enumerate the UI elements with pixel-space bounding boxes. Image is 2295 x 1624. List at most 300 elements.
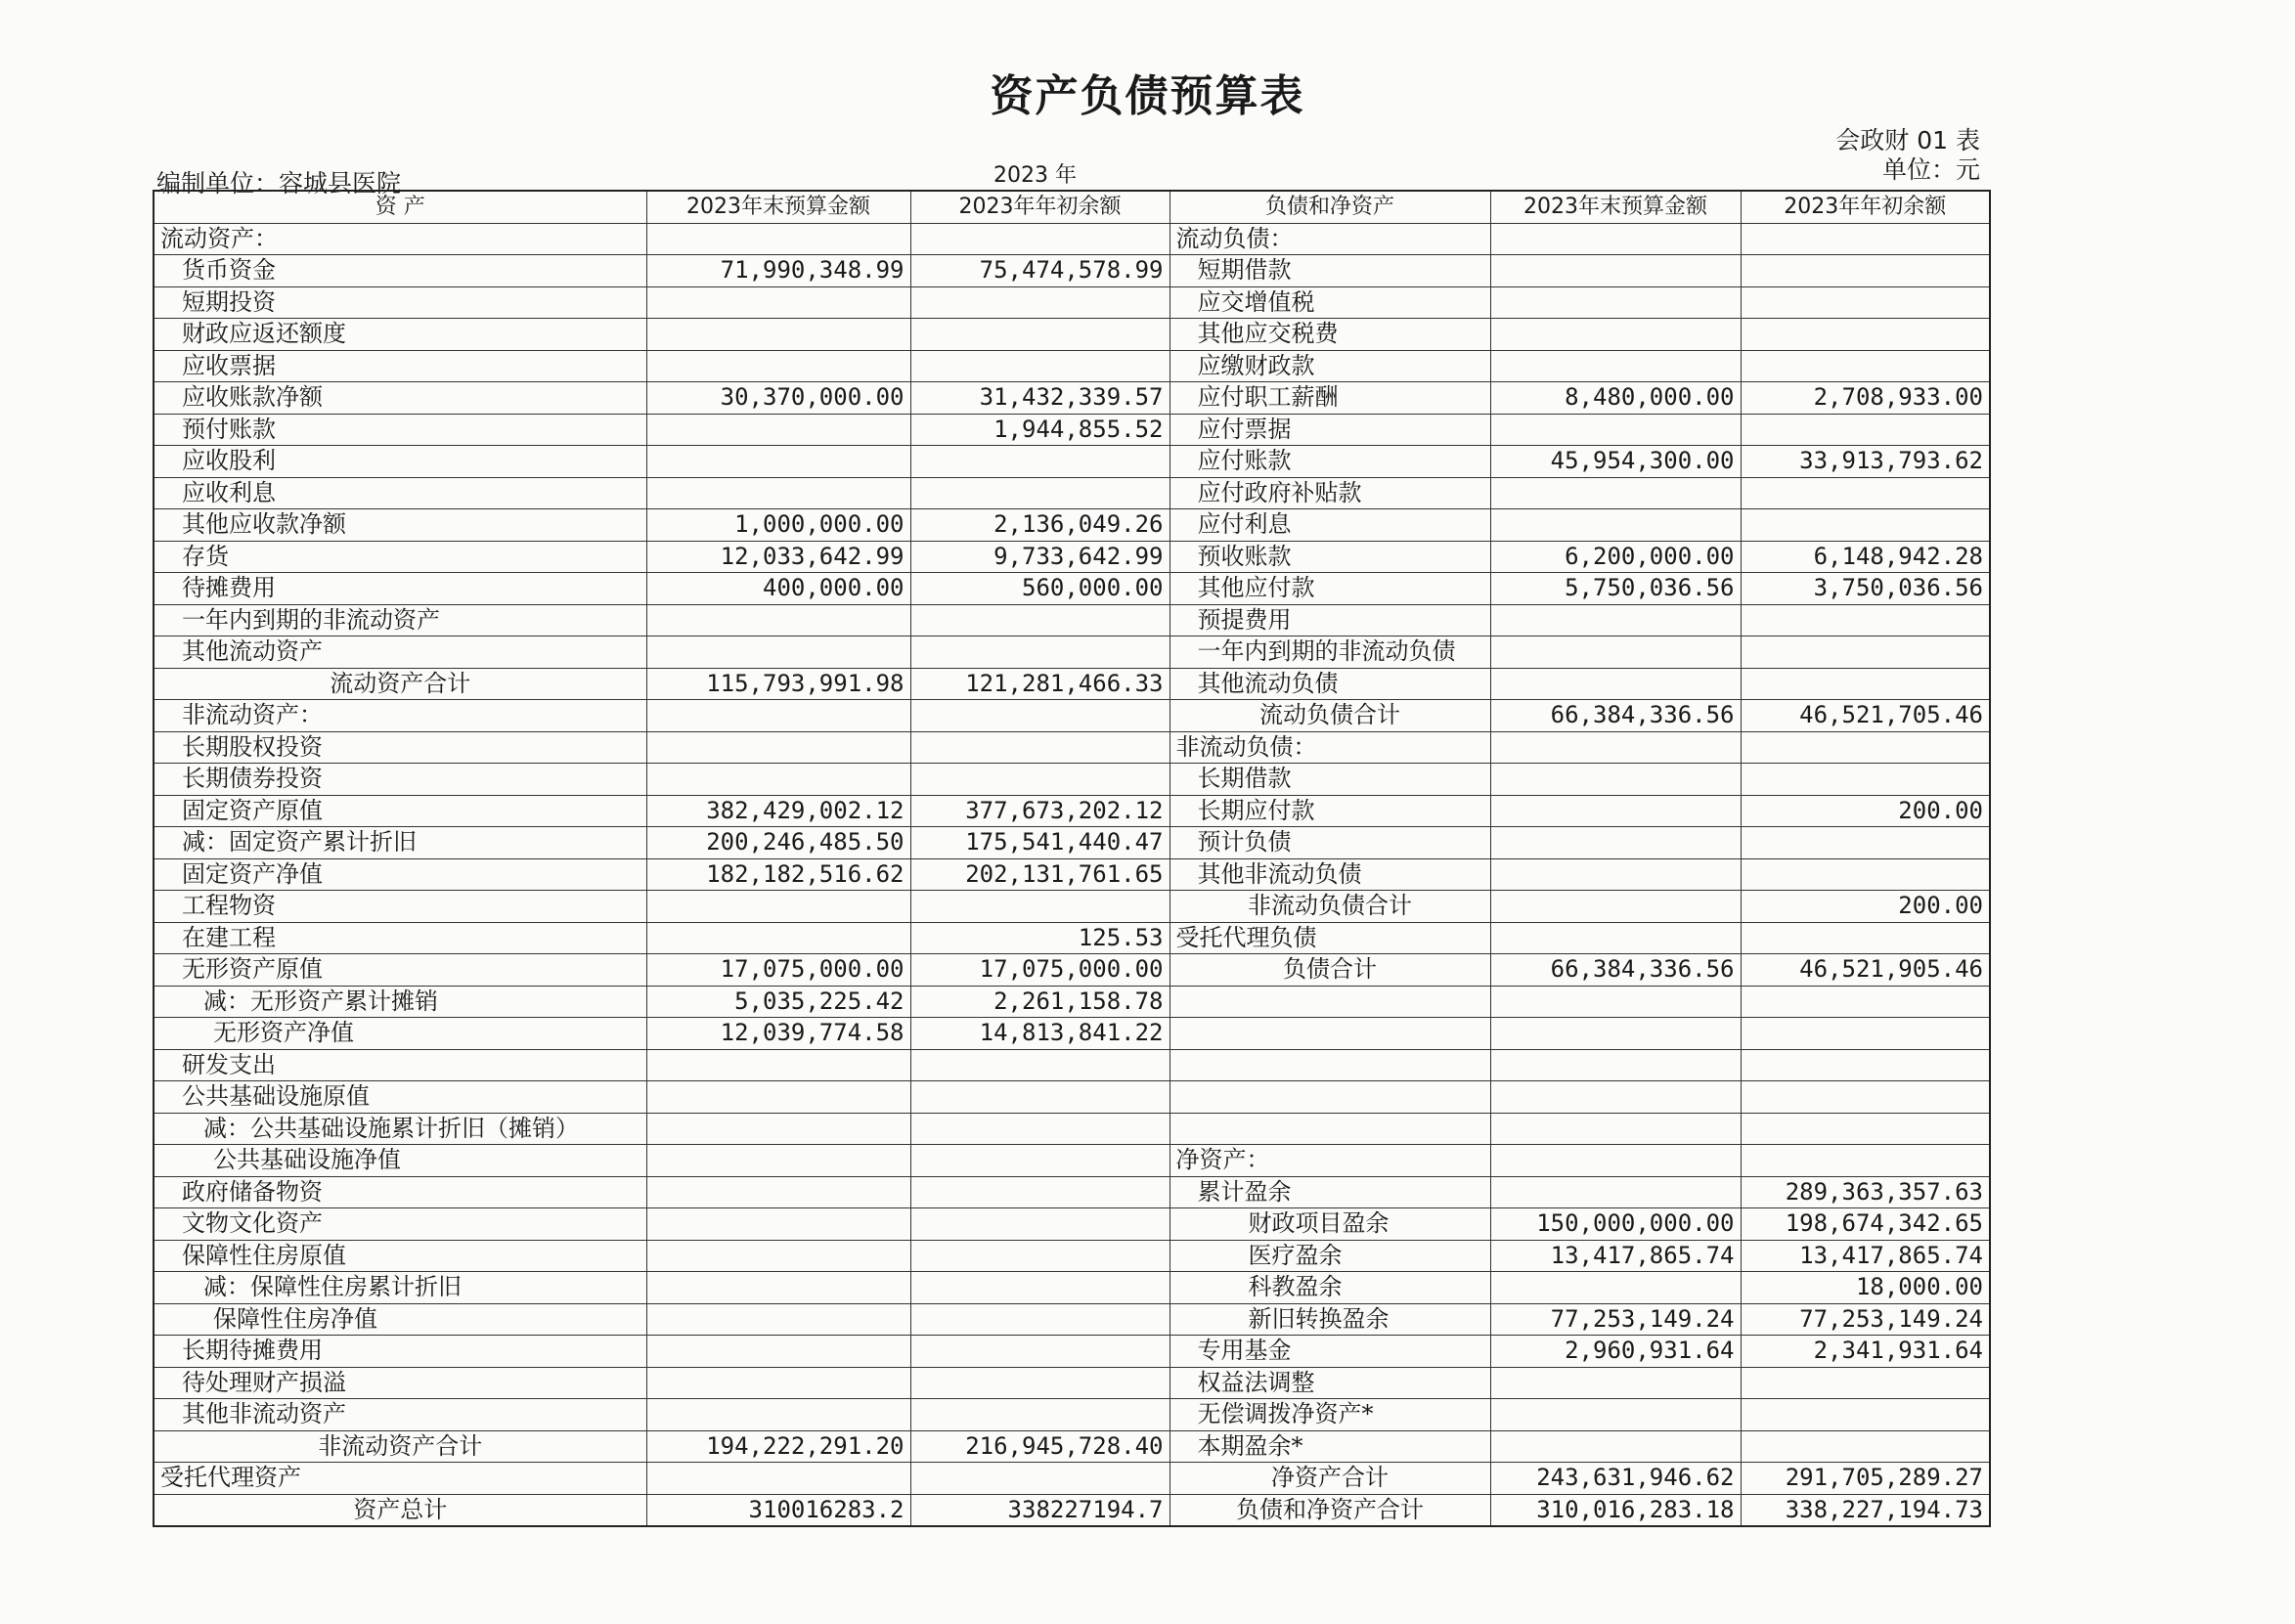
- asset-opening-value: [910, 1303, 1170, 1336]
- asset-budget-value: 17,075,000.00: [646, 954, 910, 987]
- asset-budget-value: 382,429,002.12: [646, 795, 910, 827]
- asset-budget-value: 12,039,774.58: [646, 1018, 910, 1050]
- asset-label: 公共基础设施原值: [154, 1081, 646, 1114]
- asset-opening-value: [910, 1049, 1170, 1081]
- asset-opening-value: 125.53: [910, 922, 1170, 954]
- asset-opening-value: 14,813,841.22: [910, 1018, 1170, 1050]
- asset-label: 待处理财产损溢: [154, 1367, 646, 1399]
- table-row: [154, 636, 1990, 669]
- liability-opening-value: [1741, 1018, 1990, 1050]
- liability-opening-value: 33,913,793.62: [1741, 446, 1990, 478]
- table-row: [154, 477, 1990, 509]
- liability-opening-value: [1741, 477, 1990, 509]
- liability-budget-value: 8,480,000.00: [1490, 382, 1741, 415]
- table-row: [154, 668, 1990, 700]
- liability-label: 无偿调拨净资产*: [1170, 1399, 1490, 1431]
- liability-opening-value: [1741, 414, 1990, 446]
- table-row: [154, 414, 1990, 446]
- liability-budget-value: [1490, 1049, 1741, 1081]
- asset-opening-value: 338227194.7: [910, 1494, 1170, 1526]
- liability-budget-value: [1490, 414, 1741, 446]
- asset-budget-value: [646, 1303, 910, 1336]
- liability-budget-value: 66,384,336.56: [1490, 700, 1741, 732]
- asset-opening-value: [910, 636, 1170, 669]
- liability-budget-value: [1490, 668, 1741, 700]
- asset-opening-value: [910, 891, 1170, 923]
- asset-label: 固定资产原值: [154, 795, 646, 827]
- asset-opening-value: 377,673,202.12: [910, 795, 1170, 827]
- liability-budget-value: 2,960,931.64: [1490, 1336, 1741, 1368]
- asset-opening-value: [910, 1272, 1170, 1304]
- liability-budget-value: [1490, 1272, 1741, 1304]
- liability-label: 负债和净资产合计: [1170, 1494, 1490, 1526]
- table-row: [154, 573, 1990, 605]
- liability-label: 预收账款: [1170, 541, 1490, 573]
- asset-budget-value: 310016283.2: [646, 1494, 910, 1526]
- table-row: [154, 319, 1990, 351]
- table-row: [154, 1303, 1990, 1336]
- asset-opening-value: [910, 1399, 1170, 1431]
- asset-opening-value: 75,474,578.99: [910, 255, 1170, 287]
- table-row: [154, 446, 1990, 478]
- liability-budget-value: [1490, 319, 1741, 351]
- liability-label: 应付利息: [1170, 509, 1490, 542]
- asset-opening-value: [910, 477, 1170, 509]
- asset-label: 其他流动资产: [154, 636, 646, 669]
- asset-label: 长期债券投资: [154, 764, 646, 796]
- asset-budget-value: 200,246,485.50: [646, 827, 910, 859]
- asset-opening-value: 2,136,049.26: [910, 509, 1170, 542]
- table-row: [154, 1240, 1990, 1272]
- asset-label: 非流动资产：: [154, 700, 646, 732]
- asset-label: 减：无形资产累计摊销: [154, 986, 646, 1018]
- liability-opening-value: [1741, 509, 1990, 542]
- asset-budget-value: 5,035,225.42: [646, 986, 910, 1018]
- asset-budget-value: [646, 1240, 910, 1272]
- liability-opening-value: 198,674,342.65: [1741, 1208, 1990, 1241]
- balance-sheet-table: [153, 190, 1991, 1527]
- table-row: [154, 350, 1990, 382]
- liability-opening-value: 200.00: [1741, 891, 1990, 923]
- liability-label: 净资产合计: [1170, 1463, 1490, 1495]
- liability-opening-value: [1741, 1399, 1990, 1431]
- liability-label: 短期借款: [1170, 255, 1490, 287]
- asset-budget-value: [646, 1463, 910, 1495]
- liability-budget-value: [1490, 795, 1741, 827]
- liability-opening-value: [1741, 668, 1990, 700]
- table-row: [154, 223, 1990, 255]
- liability-opening-value: [1741, 1430, 1990, 1463]
- liability-budget-value: [1490, 1367, 1741, 1399]
- asset-opening-value: 2,261,158.78: [910, 986, 1170, 1018]
- liability-opening-value: [1741, 731, 1990, 764]
- asset-label: 财政应返还额度: [154, 319, 646, 351]
- liability-opening-value: [1741, 1145, 1990, 1177]
- asset-budget-value: [646, 1176, 910, 1208]
- liability-opening-value: [1741, 986, 1990, 1018]
- asset-label: 公共基础设施净值: [154, 1145, 646, 1177]
- asset-label: 工程物资: [154, 891, 646, 923]
- asset-label: 一年内到期的非流动资产: [154, 604, 646, 636]
- liability-budget-value: [1490, 223, 1741, 255]
- header-assets-budget: 2023年末预算金额: [646, 191, 910, 223]
- table-row: [154, 1272, 1990, 1304]
- asset-budget-value: [646, 764, 910, 796]
- year-label: 2023 年: [993, 163, 1077, 188]
- liability-budget-value: [1490, 1399, 1741, 1431]
- liability-opening-value: 2,341,931.64: [1741, 1336, 1990, 1368]
- liability-budget-value: 150,000,000.00: [1490, 1208, 1741, 1241]
- liability-label: 一年内到期的非流动负债: [1170, 636, 1490, 669]
- liability-label: 非流动负债合计: [1170, 891, 1490, 923]
- asset-budget-value: 12,033,642.99: [646, 541, 910, 573]
- liability-budget-value: [1490, 858, 1741, 891]
- asset-label: 无形资产净值: [154, 1018, 646, 1050]
- liability-budget-value: 13,417,865.74: [1490, 1240, 1741, 1272]
- liability-budget-value: [1490, 827, 1741, 859]
- asset-budget-value: [646, 922, 910, 954]
- table-row: [154, 700, 1990, 732]
- liability-opening-value: [1741, 1049, 1990, 1081]
- asset-budget-value: [646, 1272, 910, 1304]
- liability-opening-value: [1741, 319, 1990, 351]
- table-row: [154, 604, 1990, 636]
- liability-budget-value: [1490, 286, 1741, 319]
- table-row: [154, 1336, 1990, 1368]
- liability-opening-value: [1741, 350, 1990, 382]
- asset-budget-value: [646, 477, 910, 509]
- liability-budget-value: [1490, 922, 1741, 954]
- header-assets: 资 产: [154, 191, 646, 223]
- header-assets-opening: 2023年年初余额: [910, 191, 1170, 223]
- asset-budget-value: [646, 1367, 910, 1399]
- liability-label: 应付账款: [1170, 446, 1490, 478]
- liability-budget-value: [1490, 731, 1741, 764]
- asset-opening-value: [910, 1240, 1170, 1272]
- liability-label: 流动负债合计: [1170, 700, 1490, 732]
- asset-label: 政府储备物资: [154, 1176, 646, 1208]
- asset-label: 其他应收款净额: [154, 509, 646, 542]
- asset-budget-value: [646, 1049, 910, 1081]
- asset-budget-value: 71,990,348.99: [646, 255, 910, 287]
- asset-label: 待摊费用: [154, 573, 646, 605]
- asset-opening-value: 121,281,466.33: [910, 668, 1170, 700]
- asset-opening-value: [910, 1176, 1170, 1208]
- asset-label: 保障性住房原值: [154, 1240, 646, 1272]
- asset-budget-value: 1,000,000.00: [646, 509, 910, 542]
- asset-opening-value: [910, 1208, 1170, 1241]
- asset-label: 流动资产合计: [154, 668, 646, 700]
- liability-budget-value: [1490, 255, 1741, 287]
- liability-budget-value: 66,384,336.56: [1490, 954, 1741, 987]
- asset-budget-value: [646, 1081, 910, 1114]
- table-row: [154, 954, 1990, 987]
- asset-budget-value: 30,370,000.00: [646, 382, 910, 415]
- liability-label: 医疗盈余: [1170, 1240, 1490, 1272]
- liability-budget-value: [1490, 636, 1741, 669]
- asset-budget-value: [646, 891, 910, 923]
- liability-budget-value: [1490, 1145, 1741, 1177]
- liability-label: 其他应付款: [1170, 573, 1490, 605]
- liability-opening-value: 200.00: [1741, 795, 1990, 827]
- table-row: [154, 1430, 1990, 1463]
- liability-budget-value: [1490, 1176, 1741, 1208]
- asset-label: 预付账款: [154, 414, 646, 446]
- liability-opening-value: [1741, 636, 1990, 669]
- asset-opening-value: 17,075,000.00: [910, 954, 1170, 987]
- asset-budget-value: [646, 286, 910, 319]
- liability-opening-value: 13,417,865.74: [1741, 1240, 1990, 1272]
- table-header-row: [154, 191, 1990, 223]
- asset-budget-value: [646, 636, 910, 669]
- liability-label: [1170, 1113, 1490, 1145]
- table-row: [154, 1463, 1990, 1495]
- liability-opening-value: [1741, 827, 1990, 859]
- liability-label: [1170, 1018, 1490, 1050]
- liability-label: 专用基金: [1170, 1336, 1490, 1368]
- asset-label: 应收账款净额: [154, 382, 646, 415]
- liability-budget-value: [1490, 891, 1741, 923]
- liability-opening-value: [1741, 286, 1990, 319]
- table-row: [154, 764, 1990, 796]
- asset-label: 研发支出: [154, 1049, 646, 1081]
- asset-opening-value: [910, 446, 1170, 478]
- asset-budget-value: [646, 1145, 910, 1177]
- liability-opening-value: 338,227,194.73: [1741, 1494, 1990, 1526]
- liability-opening-value: [1741, 1113, 1990, 1145]
- asset-label: 减：保障性住房累计折旧: [154, 1272, 646, 1304]
- liability-label: 应付职工薪酬: [1170, 382, 1490, 415]
- liability-budget-value: [1490, 1018, 1741, 1050]
- table-row: [154, 891, 1990, 923]
- liability-label: 本期盈余*: [1170, 1430, 1490, 1463]
- liability-budget-value: [1490, 1081, 1741, 1114]
- asset-opening-value: 202,131,761.65: [910, 858, 1170, 891]
- asset-opening-value: [910, 604, 1170, 636]
- asset-budget-value: [646, 1336, 910, 1368]
- liability-label: 预计负债: [1170, 827, 1490, 859]
- asset-opening-value: 216,945,728.40: [910, 1430, 1170, 1463]
- header-liabilities: 负债和净资产: [1170, 191, 1490, 223]
- liability-opening-value: [1741, 858, 1990, 891]
- liability-opening-value: 77,253,149.24: [1741, 1303, 1990, 1336]
- table-row: [154, 382, 1990, 415]
- asset-budget-value: 400,000.00: [646, 573, 910, 605]
- liability-label: 应交增值税: [1170, 286, 1490, 319]
- asset-opening-value: [910, 1113, 1170, 1145]
- asset-label: 在建工程: [154, 922, 646, 954]
- liability-label: 新旧转换盈余: [1170, 1303, 1490, 1336]
- liability-budget-value: [1490, 509, 1741, 542]
- liability-label: 非流动负债：: [1170, 731, 1490, 764]
- liability-opening-value: [1741, 255, 1990, 287]
- table-row: [154, 827, 1990, 859]
- asset-label: 存货: [154, 541, 646, 573]
- asset-budget-value: [646, 1113, 910, 1145]
- liability-budget-value: [1490, 1430, 1741, 1463]
- asset-opening-value: [910, 1081, 1170, 1114]
- liability-budget-value: [1490, 477, 1741, 509]
- asset-budget-value: [646, 731, 910, 764]
- asset-budget-value: 182,182,516.62: [646, 858, 910, 891]
- liability-opening-value: 3,750,036.56: [1741, 573, 1990, 605]
- org-label: 编制单位：容城县医院: [156, 169, 402, 198]
- asset-opening-value: 560,000.00: [910, 573, 1170, 605]
- table-row: [154, 1113, 1990, 1145]
- asset-label: 非流动资产合计: [154, 1430, 646, 1463]
- liability-opening-value: [1741, 922, 1990, 954]
- asset-opening-value: [910, 731, 1170, 764]
- liability-budget-value: 5,750,036.56: [1490, 573, 1741, 605]
- asset-label: 减：公共基础设施累计折旧（摊销）: [154, 1113, 646, 1145]
- asset-budget-value: [646, 700, 910, 732]
- asset-budget-value: [646, 446, 910, 478]
- asset-label: 应收利息: [154, 477, 646, 509]
- liability-budget-value: [1490, 604, 1741, 636]
- asset-label: 应收票据: [154, 350, 646, 382]
- liability-label: 长期应付款: [1170, 795, 1490, 827]
- liability-opening-value: [1741, 604, 1990, 636]
- asset-opening-value: [910, 1367, 1170, 1399]
- asset-opening-value: [910, 286, 1170, 319]
- form-code: 会政财 01 表: [1835, 126, 1980, 154]
- liability-label: 长期借款: [1170, 764, 1490, 796]
- asset-label: 其他非流动资产: [154, 1399, 646, 1431]
- table-row: [154, 1367, 1990, 1399]
- liability-label: 财政项目盈余: [1170, 1208, 1490, 1241]
- table-row: [154, 986, 1990, 1018]
- asset-budget-value: 115,793,991.98: [646, 668, 910, 700]
- liability-budget-value: 243,631,946.62: [1490, 1463, 1741, 1495]
- table-row: [154, 1018, 1990, 1050]
- liability-label: 其他流动负债: [1170, 668, 1490, 700]
- asset-budget-value: [646, 350, 910, 382]
- asset-opening-value: 175,541,440.47: [910, 827, 1170, 859]
- asset-opening-value: [910, 319, 1170, 351]
- liability-label: 其他应交税费: [1170, 319, 1490, 351]
- asset-budget-value: [646, 414, 910, 446]
- asset-label: 资产总计: [154, 1494, 646, 1526]
- table-row: [154, 541, 1990, 573]
- liability-label: 其他非流动负债: [1170, 858, 1490, 891]
- liability-opening-value: [1741, 764, 1990, 796]
- liability-label: 权益法调整: [1170, 1367, 1490, 1399]
- table-row: [154, 1399, 1990, 1431]
- liability-opening-value: [1741, 1367, 1990, 1399]
- asset-label: 短期投资: [154, 286, 646, 319]
- table-row: [154, 1081, 1990, 1114]
- table-row: [154, 1049, 1990, 1081]
- asset-opening-value: 31,432,339.57: [910, 382, 1170, 415]
- asset-opening-value: 1,944,855.52: [910, 414, 1170, 446]
- asset-label: 货币资金: [154, 255, 646, 287]
- liability-opening-value: 18,000.00: [1741, 1272, 1990, 1304]
- table-row: [154, 1494, 1990, 1526]
- asset-label: 长期股权投资: [154, 731, 646, 764]
- asset-opening-value: [910, 764, 1170, 796]
- liability-budget-value: [1490, 1113, 1741, 1145]
- header-liabilities-opening: 2023年年初余额: [1741, 191, 1990, 223]
- liability-opening-value: 6,148,942.28: [1741, 541, 1990, 573]
- liability-label: 应付票据: [1170, 414, 1490, 446]
- asset-opening-value: 9,733,642.99: [910, 541, 1170, 573]
- liability-opening-value: 46,521,705.46: [1741, 700, 1990, 732]
- asset-budget-value: [646, 604, 910, 636]
- asset-opening-value: [910, 1145, 1170, 1177]
- page-title: 资产负债预算表: [990, 71, 1305, 121]
- asset-label: 受托代理资产: [154, 1463, 646, 1495]
- table-row: [154, 1208, 1990, 1241]
- liability-label: 累计盈余: [1170, 1176, 1490, 1208]
- liability-label: 负债合计: [1170, 954, 1490, 987]
- asset-opening-value: [910, 1336, 1170, 1368]
- liability-label: 应缴财政款: [1170, 350, 1490, 382]
- asset-label: 固定资产净值: [154, 858, 646, 891]
- table-row: [154, 731, 1990, 764]
- asset-opening-value: [910, 700, 1170, 732]
- asset-budget-value: 194,222,291.20: [646, 1430, 910, 1463]
- asset-label: 流动资产：: [154, 223, 646, 255]
- table-row: [154, 858, 1990, 891]
- table-row: [154, 795, 1990, 827]
- liability-budget-value: 6,200,000.00: [1490, 541, 1741, 573]
- liability-label: [1170, 1049, 1490, 1081]
- asset-budget-value: [646, 1208, 910, 1241]
- liability-opening-value: [1741, 223, 1990, 255]
- asset-opening-value: [910, 223, 1170, 255]
- asset-opening-value: [910, 350, 1170, 382]
- table-row: [154, 286, 1990, 319]
- asset-budget-value: [646, 1399, 910, 1431]
- liability-label: [1170, 1081, 1490, 1114]
- asset-label: 文物文化资产: [154, 1208, 646, 1241]
- table-row: [154, 922, 1990, 954]
- liability-label: 流动负债：: [1170, 223, 1490, 255]
- liability-budget-value: 310,016,283.18: [1490, 1494, 1741, 1526]
- liability-label: 净资产：: [1170, 1145, 1490, 1177]
- asset-budget-value: [646, 223, 910, 255]
- table-row: [154, 1176, 1990, 1208]
- asset-label: 应收股利: [154, 446, 646, 478]
- table-row: [154, 255, 1990, 287]
- table-row: [154, 509, 1990, 542]
- liability-label: 预提费用: [1170, 604, 1490, 636]
- liability-budget-value: 45,954,300.00: [1490, 446, 1741, 478]
- liability-opening-value: 2,708,933.00: [1741, 382, 1990, 415]
- asset-label: 减：固定资产累计折旧: [154, 827, 646, 859]
- asset-label: 保障性住房净值: [154, 1303, 646, 1336]
- liability-opening-value: [1741, 1081, 1990, 1114]
- liability-label: 科教盈余: [1170, 1272, 1490, 1304]
- liability-budget-value: 77,253,149.24: [1490, 1303, 1741, 1336]
- asset-label: 长期待摊费用: [154, 1336, 646, 1368]
- liability-opening-value: 289,363,357.63: [1741, 1176, 1990, 1208]
- liability-budget-value: [1490, 764, 1741, 796]
- asset-budget-value: [646, 319, 910, 351]
- liability-opening-value: 46,521,905.46: [1741, 954, 1990, 987]
- asset-label: 无形资产原值: [154, 954, 646, 987]
- liability-opening-value: 291,705,289.27: [1741, 1463, 1990, 1495]
- unit-label: 单位：元: [1881, 155, 1980, 184]
- table-row: [154, 1145, 1990, 1177]
- header-liabilities-budget: 2023年末预算金额: [1490, 191, 1741, 223]
- liability-label: 受托代理负债: [1170, 922, 1490, 954]
- liability-budget-value: [1490, 986, 1741, 1018]
- liability-label: [1170, 986, 1490, 1018]
- liability-budget-value: [1490, 350, 1741, 382]
- asset-opening-value: [910, 1463, 1170, 1495]
- liability-label: 应付政府补贴款: [1170, 477, 1490, 509]
